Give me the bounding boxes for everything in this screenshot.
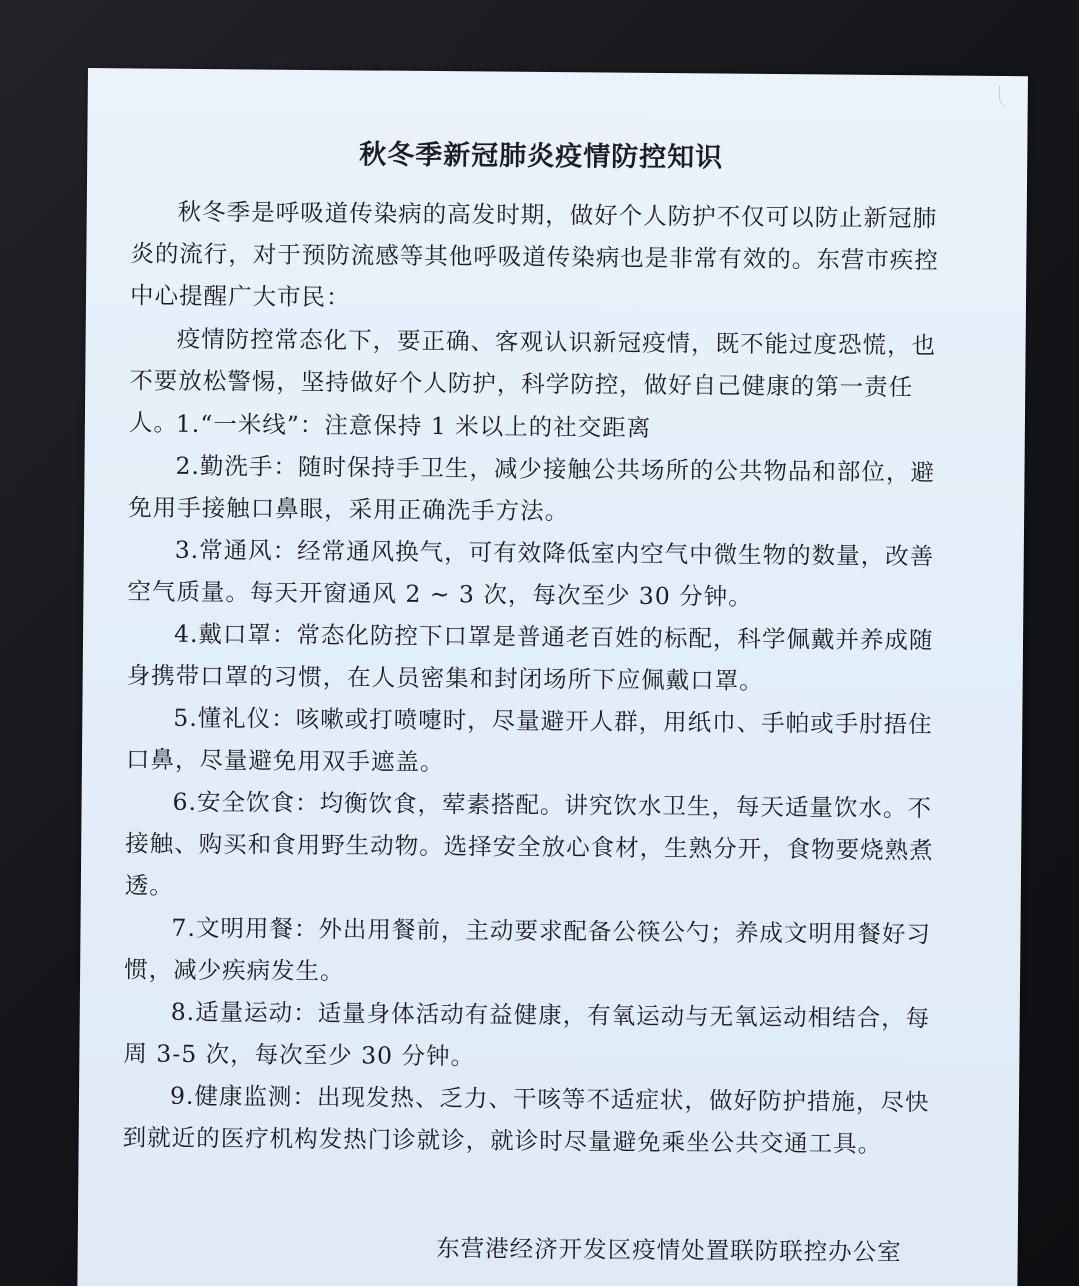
document-body <box>122 68 952 1267</box>
document-title: 秋冬季新冠肺炎疫情防控知识 <box>359 139 724 174</box>
tip-item-9: 9.健康监测：出现发热、乏力、干咳等不适症状，做好防护措施，尽快到就近的医疗机构发热门诊就诊，就诊时尽量避免乘坐公共交通工具。 <box>122 1081 930 1158</box>
tip-item-6: 6.安全饮食：均衡饮食，荤素搭配。讲究饮水卫生，每天适量饮水。不接触、购买和食用野生动物。选择安全放心食材，生熟分开，食物要烧熟煮透。 <box>124 787 934 900</box>
paper-sheet <box>77 68 1028 1286</box>
tip-item-4: 4.戴口罩：常态化防控下口罩是普通老百姓的标配，科学佩戴并养成随身携带口罩的习惯，在人员密集和封闭场所下应佩戴口罩。 <box>126 619 934 695</box>
tip-item-5: 5.懂礼仪：咳嗽或打喷嚏时，尽量避开人群，用纸巾、手帕或手肘捂住口鼻，尽量避免用双手遮盖。 <box>125 703 933 777</box>
paper-curl <box>999 86 1014 108</box>
tip-item-7: 7.文明用餐：外出用餐前，主动要求配备公筷公勺；养成文明用餐好习惯，减少疾病发生。 <box>124 913 932 986</box>
tip-item-2: 2.勤洗手：随时保持手卫生，减少接触公共场所的公共物品和部位，避免用手接触口鼻眼，采用正确洗手方法。 <box>128 451 936 526</box>
principle-paragraph: 疫情防控常态化下，要正确、客观认识新冠疫情，既不能过度恐慌，也不要放松警惕，坚持做好个人防护，科学防控，做好自己健康的第一责任人。 <box>128 324 937 437</box>
intro-paragraph: 秋冬季是呼吸道传染病的高发时期，做好个人防护不仅可以防止新冠肺炎的流行，对于预防流感等其他呼吸道传染病也是非常有效的。东营市疾控中心提醒广大市民： <box>129 197 939 312</box>
tip-item-8: 8.适量运动：适量身体活动有益健康，有氧运动与无氧运动相结合，每周 3-5 次，每次至少 30 分钟。 <box>123 997 931 1071</box>
issuer-signature: 东营港经济开发区疫情处置联防联控办公室 <box>436 1234 902 1267</box>
tip-item-1: 1.“一米线”：注意保持 1 米以上的社交距离 <box>175 409 652 442</box>
tip-item-3: 3.常通风：经常通风换气，可有效降低室内空气中微生物的数量，改善空气质量。每天开窗通风 2 ~ 3 次，每次至少 30 分钟。 <box>127 535 935 611</box>
